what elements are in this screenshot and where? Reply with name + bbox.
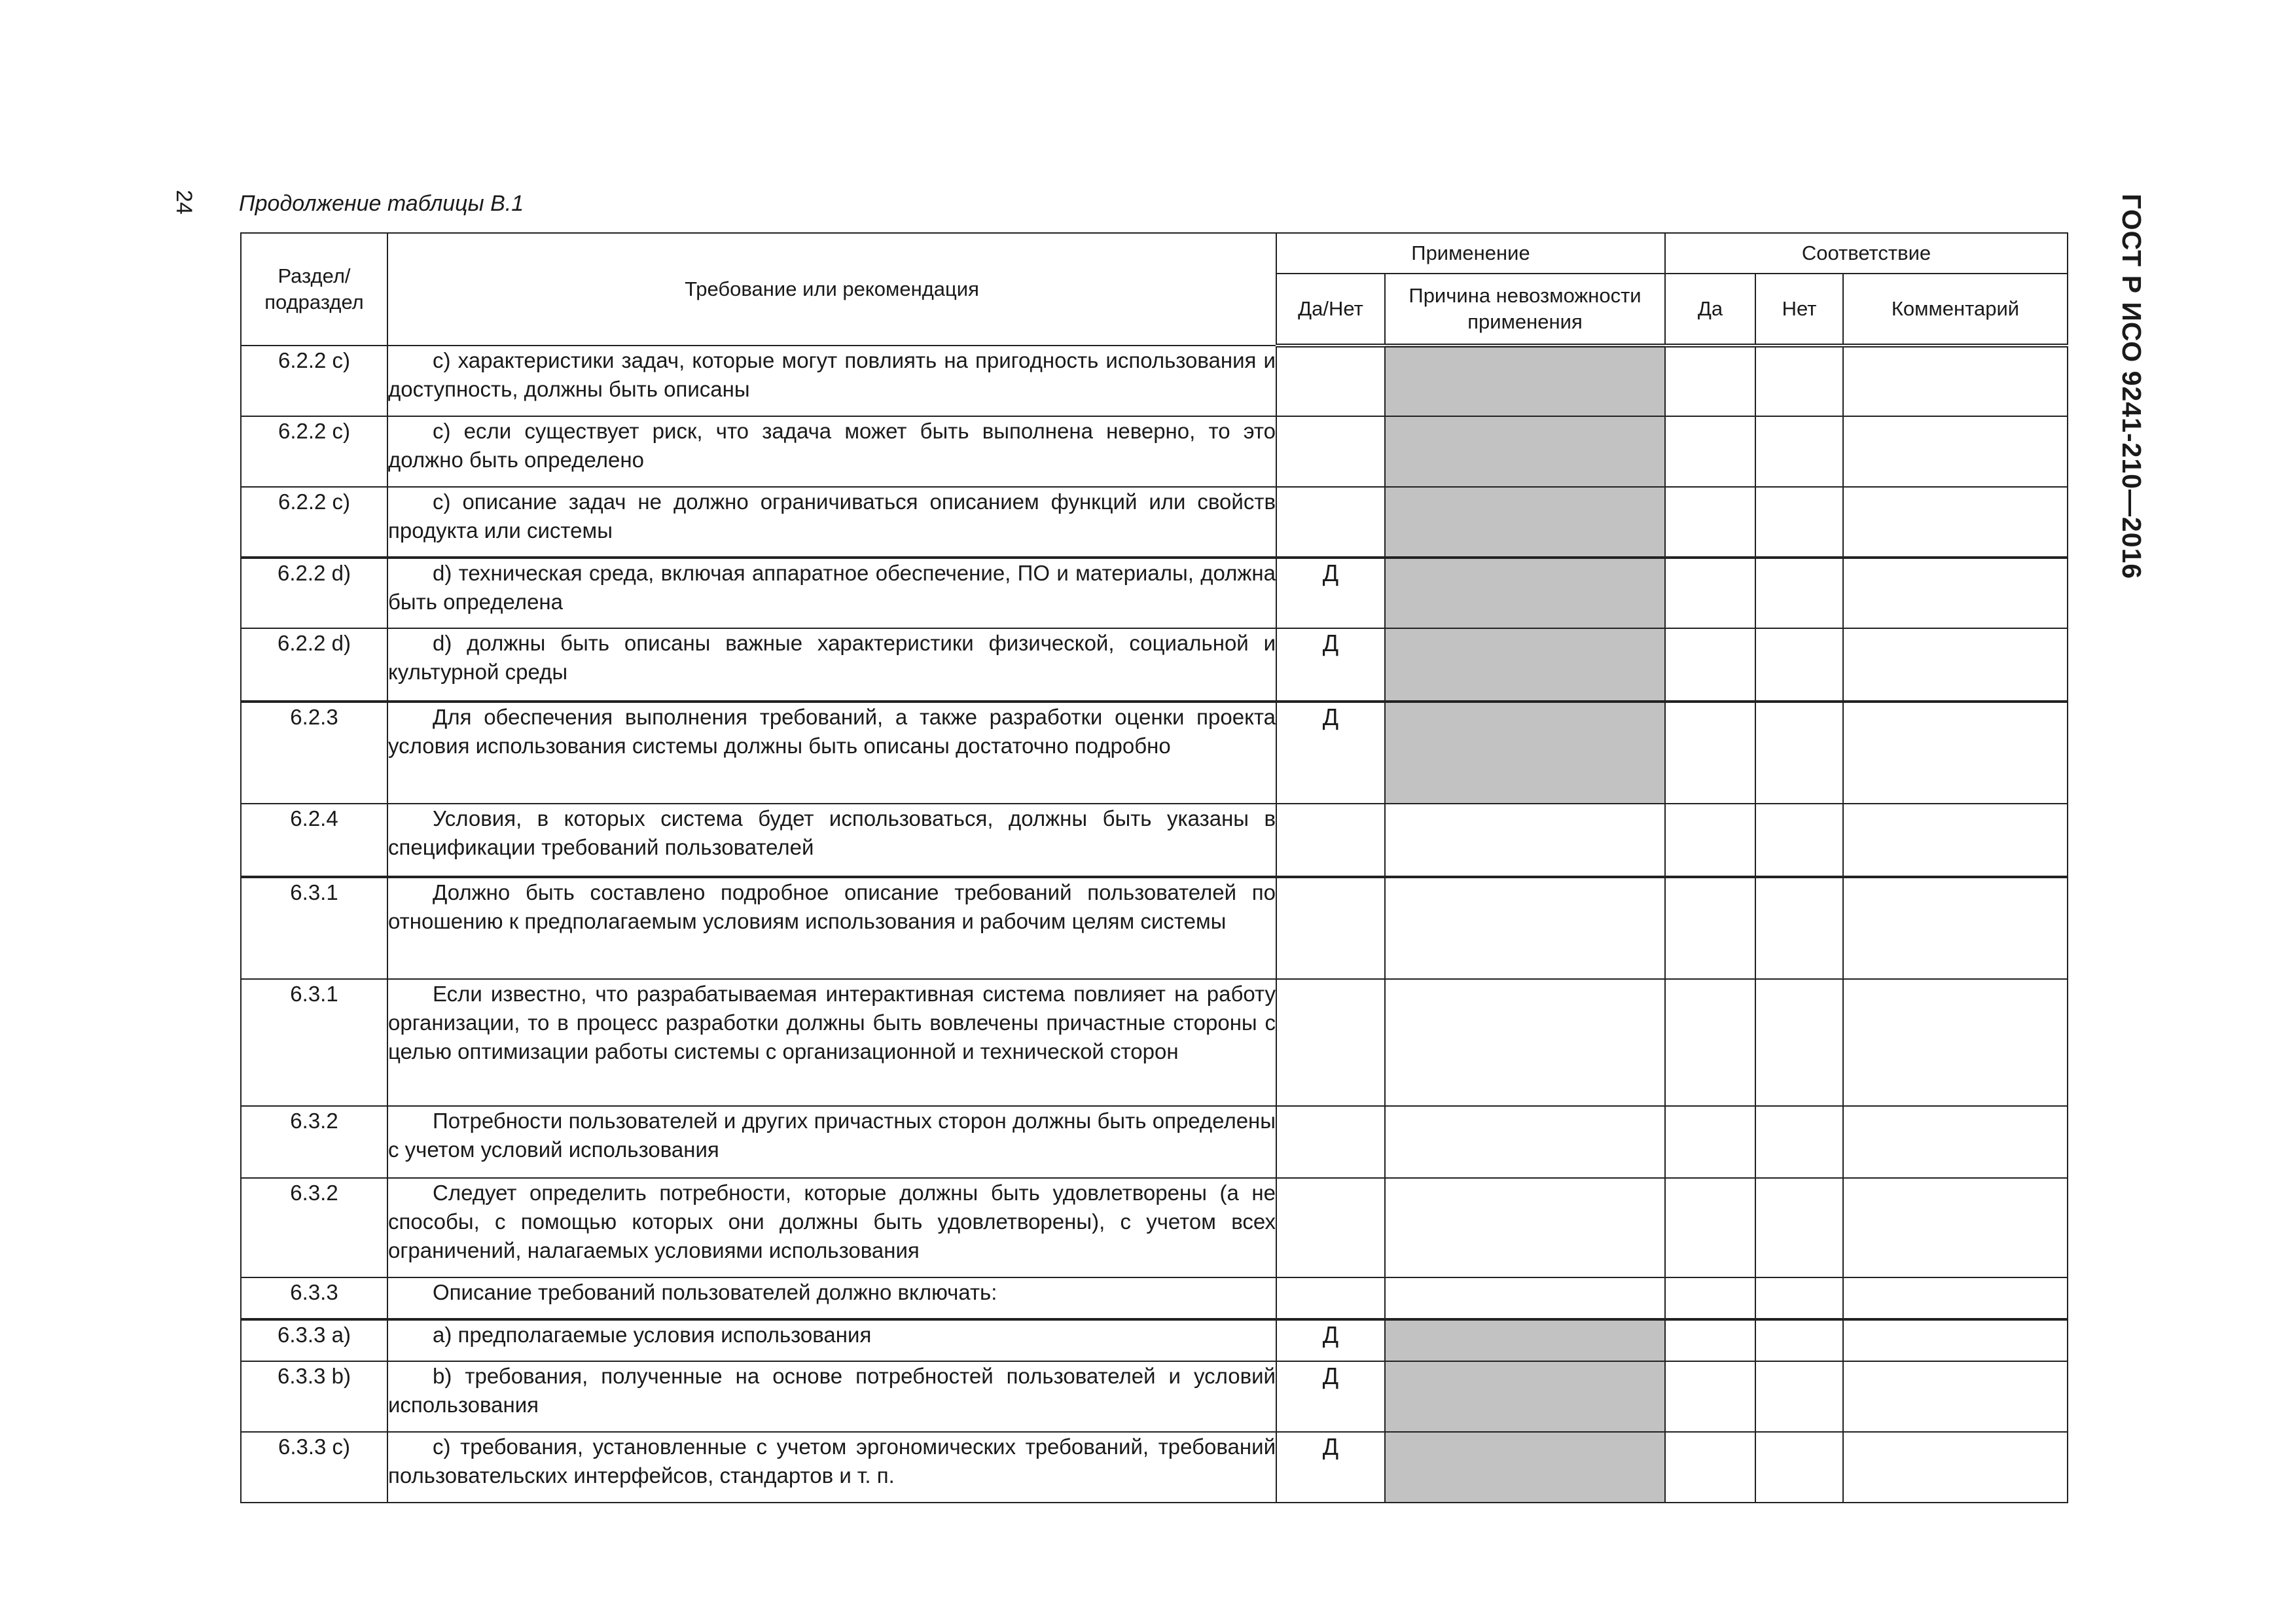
row-reason — [1385, 979, 1665, 1106]
row-section: 6.2.2 d) — [241, 558, 387, 628]
row-comment — [1843, 1178, 2068, 1277]
row-yes — [1665, 416, 1755, 487]
page-number: 24 — [171, 190, 196, 215]
row-section: 6.3.3 — [241, 1277, 387, 1319]
row-requirement: Описание требований пользователей должно включать: — [387, 1277, 1276, 1319]
row-yes — [1665, 1178, 1755, 1277]
row-reason — [1385, 416, 1665, 487]
row-requirement: d) техническая среда, включая аппаратное обеспечение, ПО и материалы, должна быть определена — [387, 558, 1276, 628]
header-requirement: Требование или рекомендация — [387, 233, 1276, 346]
row-comment — [1843, 346, 2068, 416]
row-yes — [1665, 877, 1755, 979]
row-yes — [1665, 487, 1755, 558]
row-yes — [1665, 628, 1755, 702]
row-section: 6.2.2 c) — [241, 416, 387, 487]
row-comment — [1843, 628, 2068, 702]
row-applied — [1276, 979, 1385, 1106]
row-no — [1755, 1106, 1843, 1178]
header-conformity: Соответствие — [1665, 233, 2068, 274]
row-no — [1755, 346, 1843, 416]
row-requirement: c) характеристики задач, которые могут повлиять на пригодность использования и доступность, должны быть описаны — [387, 346, 1276, 416]
row-applied: Д — [1276, 1432, 1385, 1503]
row-requirement: c) если существует риск, что задача может быть выполнена неверно, то это должно быть определено — [387, 416, 1276, 487]
row-reason — [1385, 558, 1665, 628]
row-requirement: Для обеспечения выполнения требований, а также разработки оценки проекта условия использования системы должны быть описаны достаточно подробно — [387, 702, 1276, 804]
row-requirement: Потребности пользователей и других причастных сторон должны быть определены с учетом условий использования — [387, 1106, 1276, 1178]
table-row — [241, 416, 2068, 487]
header-yes: Да — [1665, 274, 1755, 346]
row-comment — [1843, 1432, 2068, 1503]
row-applied — [1276, 1106, 1385, 1178]
row-section: 6.3.3 c) — [241, 1432, 387, 1503]
requirements-table — [240, 232, 2068, 1503]
row-no — [1755, 1277, 1843, 1319]
table-row — [241, 702, 2068, 804]
table-row — [241, 1319, 2068, 1361]
table-caption: Продолжение таблицы В.1 — [239, 191, 524, 216]
row-no — [1755, 416, 1843, 487]
header-application: Применение — [1276, 233, 1665, 274]
row-reason — [1385, 702, 1665, 804]
row-requirement: Следует определить потребности, которые должны быть удовлетворены (а не способы, с помощью которых они должны быть удовлетворены), с учетом всех ограничений, налагаемых условиями использования — [387, 1178, 1276, 1277]
row-comment — [1843, 416, 2068, 487]
row-section: 6.3.1 — [241, 877, 387, 979]
row-no — [1755, 558, 1843, 628]
header-no: Нет — [1755, 274, 1843, 346]
row-no — [1755, 877, 1843, 979]
row-no — [1755, 979, 1843, 1106]
row-applied: Д — [1276, 558, 1385, 628]
table-row — [241, 1178, 2068, 1277]
row-comment — [1843, 558, 2068, 628]
header-comment: Комментарий — [1843, 274, 2068, 346]
row-requirement: Должно быть составлено подробное описание требований пользователей по отношению к предполагаемым условиям использования и рабочим целям системы — [387, 877, 1276, 979]
row-reason — [1385, 628, 1665, 702]
table-row — [241, 628, 2068, 702]
row-comment — [1843, 1319, 2068, 1361]
row-applied: Д — [1276, 628, 1385, 702]
row-applied: Д — [1276, 702, 1385, 804]
row-applied — [1276, 1277, 1385, 1319]
row-requirement: d) должны быть описаны важные характеристики физической, социальной и культурной среды — [387, 628, 1276, 702]
row-yes — [1665, 1319, 1755, 1361]
row-no — [1755, 487, 1843, 558]
row-requirement: Условия, в которых система будет использоваться, должны быть указаны в спецификации требований пользователей — [387, 804, 1276, 877]
row-reason — [1385, 1319, 1665, 1361]
row-applied: Д — [1276, 1319, 1385, 1361]
table-row — [241, 1106, 2068, 1178]
header-section: Раздел/ подраздел — [241, 233, 387, 346]
table-row — [241, 979, 2068, 1106]
row-no — [1755, 628, 1843, 702]
row-section: 6.3.3 b) — [241, 1361, 387, 1432]
row-yes — [1665, 702, 1755, 804]
row-reason — [1385, 1178, 1665, 1277]
row-section: 6.3.3 a) — [241, 1319, 387, 1361]
row-section: 6.3.2 — [241, 1106, 387, 1178]
row-reason — [1385, 346, 1665, 416]
table-row — [241, 1277, 2068, 1319]
table-row — [241, 877, 2068, 979]
row-section: 6.2.2 d) — [241, 628, 387, 702]
row-section: 6.2.2 c) — [241, 346, 387, 416]
row-yes — [1665, 1106, 1755, 1178]
row-no — [1755, 1432, 1843, 1503]
row-reason — [1385, 1432, 1665, 1503]
row-applied — [1276, 877, 1385, 979]
row-requirement: b) требования, полученные на основе потребностей пользователей и условий использования — [387, 1361, 1276, 1432]
row-yes — [1665, 804, 1755, 877]
row-reason — [1385, 804, 1665, 877]
row-no — [1755, 1361, 1843, 1432]
row-section: 6.3.1 — [241, 979, 387, 1106]
row-requirement: c) описание задач не должно ограничиваться описанием функций или свойств продукта или системы — [387, 487, 1276, 558]
row-comment — [1843, 979, 2068, 1106]
row-yes — [1665, 1277, 1755, 1319]
row-requirement: c) требования, установленные с учетом эргономических требований, требований пользовательских интерфейсов, стандартов и т. п. — [387, 1432, 1276, 1503]
table-row — [241, 487, 2068, 558]
table-row — [241, 1361, 2068, 1432]
row-reason — [1385, 487, 1665, 558]
row-yes — [1665, 1432, 1755, 1503]
row-yes — [1665, 1361, 1755, 1432]
row-reason — [1385, 1277, 1665, 1319]
row-yes — [1665, 558, 1755, 628]
row-requirement: Если известно, что разрабатываемая интерактивная система повлияет на работу организации, то в процесс разработки должны быть вовлечены причастные стороны с целью оптимизации работы системы с организационной и технической сторон — [387, 979, 1276, 1106]
row-comment — [1843, 804, 2068, 877]
header-reason: Причина невозможности применения — [1385, 274, 1665, 346]
row-comment — [1843, 1106, 2068, 1178]
table-row — [241, 558, 2068, 628]
standard-title: ГОСТ Р ИСО 9241-210—2016 — [2117, 194, 2147, 580]
row-section: 6.2.4 — [241, 804, 387, 877]
row-requirement: a) предполагаемые условия использования — [387, 1319, 1276, 1361]
row-comment — [1843, 1361, 2068, 1432]
row-comment — [1843, 877, 2068, 979]
row-applied — [1276, 416, 1385, 487]
row-applied — [1276, 804, 1385, 877]
row-section: 6.3.2 — [241, 1178, 387, 1277]
row-comment — [1843, 702, 2068, 804]
table-row — [241, 346, 2068, 416]
row-reason — [1385, 1361, 1665, 1432]
row-no — [1755, 702, 1843, 804]
row-no — [1755, 1178, 1843, 1277]
row-applied — [1276, 346, 1385, 416]
row-section: 6.2.3 — [241, 702, 387, 804]
row-section: 6.2.2 c) — [241, 487, 387, 558]
row-reason — [1385, 877, 1665, 979]
row-no — [1755, 804, 1843, 877]
table-row — [241, 804, 2068, 877]
header-yes-no: Да/Нет — [1276, 274, 1385, 346]
row-reason — [1385, 1106, 1665, 1178]
row-applied — [1276, 1178, 1385, 1277]
row-no — [1755, 1319, 1843, 1361]
table-row — [241, 1432, 2068, 1503]
row-applied: Д — [1276, 1361, 1385, 1432]
row-comment — [1843, 1277, 2068, 1319]
row-applied — [1276, 487, 1385, 558]
row-comment — [1843, 487, 2068, 558]
row-yes — [1665, 346, 1755, 416]
row-yes — [1665, 979, 1755, 1106]
